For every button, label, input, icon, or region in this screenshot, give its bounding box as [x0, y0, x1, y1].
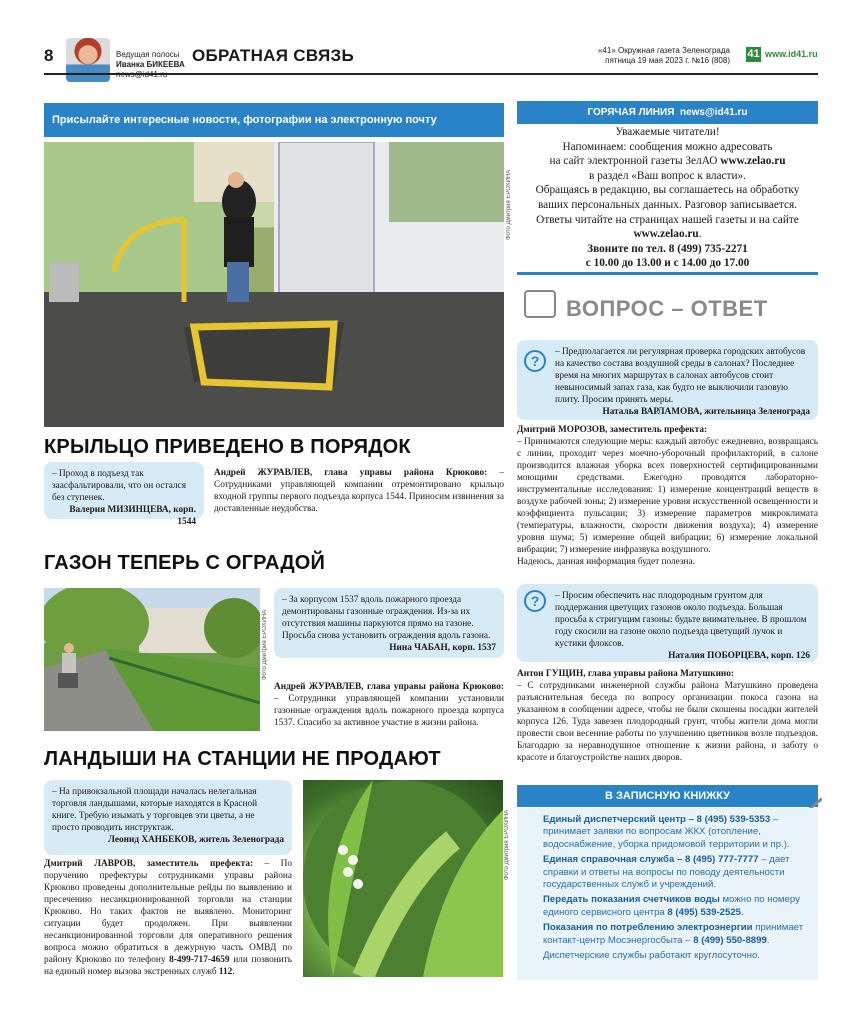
question-author: Наталия ПОБОРЦЕВА, корп. 126	[668, 651, 810, 661]
answer-person: Дмитрий МОРОЗОВ, заместитель префекта:	[517, 425, 708, 435]
qa-title: ВОПРОС – ОТВЕТ	[566, 296, 768, 321]
question-text: – Предполагается ли регулярная проверка городских автобусов на качество состава воздушной среды в салонах? Последнее время на многих маршрутах в салонах автобусов стоит невыносимый запах газа, как будто не выключили газовую плиту. Просим принять меры.	[555, 347, 806, 405]
hotline-hours: с 10.00 до 13.00 и с 14.00 до 17.00	[585, 257, 750, 270]
hotline-line: Обращаясь в редакцию, вы соглашаетесь на обработку	[535, 184, 800, 197]
editor-name: Иванка БИКЕЕВА	[116, 60, 185, 69]
story-title-lilies: ЛАНДЫШИ НА СТАНЦИИ НЕ ПРОДАЮТ	[44, 748, 441, 770]
answer-person: Антон ГУЩИН, глава управы района Матушкино:	[517, 669, 735, 679]
lawn-illustration	[44, 588, 260, 731]
answer-text: – По поручению префектуры сотрудниками управы района Крюково проведены дополнительные рейды по выявлению и пресечению несанкционированной торговли на станции Крюково. Но таких фактов не выявлено. Мониторинг ситуации будет продолжен. При выявлении несанкционированной торговли для оперативного решения вопроса можно обратиться в дежурную часть ОМВД по району Крюково по телефону	[44, 859, 292, 965]
page-number: 8	[44, 46, 54, 65]
paper-issue: пятница 19 мая 2023 г. №16 (808)	[605, 56, 730, 65]
lilies-photo	[303, 780, 503, 977]
question-author: Нина ЧАБАН, корп. 1537	[389, 643, 496, 653]
paper-info	[560, 46, 730, 66]
question-text: – Проход в подъезд так заасфальтировали, что он остался без ступенек.	[52, 469, 186, 503]
official-answer-soil	[517, 668, 818, 764]
answer-person: Андрей ЖУРАВЛЕВ, глава управы района Крюково:	[274, 682, 504, 692]
speech-bubble-icon	[524, 290, 556, 318]
emergency-number: 112	[218, 967, 233, 977]
official-answer-lilies	[44, 858, 292, 978]
question-text: – На привокзальной площади началась нелегальная торговля ландышами, которые находятся в Красной книге. Требую изымать у торговцев эти цветы, а не просто проводить инструктаж.	[52, 787, 258, 833]
header-divider	[44, 73, 818, 75]
question-text: – Просим обеспечить нас плодородным грунтом для поддержания цветущих газонов около подъезда. Большая просьба к стригущим газоны: будьте внимательнее. В прошлом году скосили на газоне около подъезда цветущий лучок и кустики флоксов.	[555, 591, 807, 649]
question-author: Наталья ВАРЛАМОВА, жительница Зеленограда	[602, 407, 810, 417]
notebook-item: Диспетчерские службы работают круглосуточно.	[543, 950, 760, 962]
reader-question-porch	[44, 462, 204, 527]
submit-news-banner: Присылайте интересные новости, фотографии на электронную почту	[44, 103, 504, 137]
reader-question-lilies	[44, 780, 292, 855]
official-answer-bus	[517, 424, 818, 568]
notebook-item: Передать показания счетчиков воды можно по номеру единого сервисного центра 8 (495) 539-2525.	[543, 894, 800, 918]
hotline-line: Ответы читайте на страницах нашей газеты и на сайте	[536, 213, 799, 226]
hotline-line: Напоминаем: сообщения можно адресовать	[562, 140, 773, 153]
answer-text: – Сотрудниками управляющей компании отремонтировано крыльцо входной группы первого подъезда корпуса 1544. Приносим извинения за доставленные неудобства.	[214, 468, 504, 514]
hotline-phone: Звоните по тел. 8 (499) 735-2271	[587, 242, 748, 255]
answer-person: Дмитрий ЛАВРОВ, заместитель префекта:	[44, 859, 254, 869]
question-author: Леонид ХАНБЕКОВ, житель Зеленограда	[108, 835, 284, 845]
official-answer-lawn	[274, 681, 504, 729]
hotline-line: www.zelao.ru.	[633, 228, 702, 241]
question-icon: ?	[524, 590, 546, 612]
answer-text: – Сотрудники управляющей компании установили газонные ограждения вдоль пожарного проезда корпуса 1537. Спасибо за активное участие в жизни района.	[274, 694, 504, 728]
editor-email[interactable]	[116, 70, 185, 80]
paper-title: «41» Окружная газета Зеленограда	[597, 46, 730, 55]
hotline-header	[517, 101, 818, 124]
editor-avatar	[66, 38, 110, 82]
lilies-illustration	[303, 780, 503, 977]
photo-credit-lilies: Фото Дмитрия ЕРОХИНА	[504, 809, 510, 880]
reader-question-bus	[517, 340, 818, 420]
notebook-item: Единый диспетчерский центр – 8 (495) 539-5353 – принимает заявки по вопросам ЖКХ (отопление, водоснабжение, уборка придомовой территории и пр.).	[543, 814, 790, 850]
photo-credit-lawn: Фото Дмитрия ЕРОХИНА	[262, 609, 268, 680]
official-answer-porch	[214, 467, 504, 515]
hotline-line: ваших персональных данных. Разговор записывается.	[537, 198, 798, 211]
zelao-link[interactable]: www.zelao.ru	[720, 155, 786, 168]
answer-end: Надеюсь, данная информация будет полезна.	[517, 557, 695, 567]
lawn-photo	[44, 588, 260, 731]
zelao-link[interactable]: www.zelao.ru	[633, 228, 699, 241]
answer-text: – Принимаются следующие меры: каждый автобус ежедневно, возвращаясь с линии, проходит через моечно-уборочный профилакторий, в салоне производится влажная уборка всех поверхностей сертифицированными моющими средствами. Ежегодно проводятся лабораторно-инструментальные исследования: 1) измерение концентраций веществ в воздухе рабочей зоны; 2) измерение уровня искусственной освещенности и коэффициента пульсации; 3) измерение параметров микроклимата (температуры, влажности, скорости движения воздуха); 4) измерение уровня шума; 5) измерение общей вибрации; 6) измерение локальной вибрации; 7) измерение инфразвука воздушного.	[517, 437, 818, 555]
reader-question-soil	[517, 584, 818, 662]
hotline-line: на сайт электронной газеты ЗелАО www.zelao.ru	[549, 155, 786, 168]
question-text: – За корпусом 1537 вдоль пожарного проезда демонтированы газонные ограждения. Из-за их отсутствия машины паркуются прямо на газоне. Просьба снова установить ограждения вдоль газона.	[282, 595, 491, 641]
answer-end: .	[232, 967, 235, 977]
section-title: ОБРАТНАЯ СВЯЗЬ	[192, 46, 355, 65]
porch-illustration	[44, 142, 504, 427]
reader-question-lawn	[274, 588, 504, 658]
hotline-label: ГОРЯЧАЯ ЛИНИЯ	[587, 107, 675, 118]
editor-info	[116, 50, 185, 80]
answer-text-2: или позвонить на единый номер вызова экстренных служб	[44, 955, 292, 977]
hotline-line: в раздел «Ваш вопрос к власти».	[588, 169, 746, 182]
notebook-header: В ЗАПИСНУЮ КНИЖКУ	[517, 785, 818, 807]
hotline-email[interactable]: news@id41.ru	[679, 107, 748, 118]
notebook-item: Единая справочная служба – 8 (495) 777-7777 – дает справки и ответы на вопросы по поводу деятельности государственных служб и учреждений.	[543, 854, 790, 891]
notebook-item: Показания по потреблению электроэнергии принимает контакт-центр Мосэнергосбыта – 8 (499) 550-8899.	[543, 922, 804, 946]
logo-icon: 41	[747, 48, 760, 60]
porch-photo	[44, 142, 504, 427]
question-icon: ?	[524, 350, 546, 372]
story-title-porch: КРЫЛЬЦО ПРИВЕДЕНО В ПОРЯДОК	[44, 436, 411, 458]
answer-person: Андрей ЖУРАВЛЕВ, глава управы района Крюково:	[214, 468, 488, 478]
omvd-phone: 8-499-717-4659	[169, 955, 230, 965]
notebook-body	[517, 808, 818, 980]
site-link[interactable]: www.id41.ru	[765, 49, 818, 59]
photo-credit-porch: Фото Дмитрия ЕРОХИНА	[506, 169, 512, 240]
question-author: Валерия МИЗИНЦЕВА, корп. 1544	[69, 505, 196, 527]
hotline-body	[517, 125, 818, 271]
hotline-divider	[517, 272, 818, 275]
editor-role: Ведущая полосы	[116, 50, 180, 59]
story-title-lawn: ГАЗОН ТЕПЕРЬ С ОГРАДОЙ	[44, 552, 326, 574]
hotline-greeting: Уважаемые читатели!	[615, 126, 720, 138]
answer-text: – С сотрудниками инженерной службы района Матушкино проведена разъяснительная беседа по вопросу организации покоса газона на указанном в сообщении адресе, чтобы не были скошены посадки жителей корпуса 126. Туда завезен плодородный грунт, чтобы жители дома могли провести свои весенние работы по улучшению цветников возле подъездов. Благодарю за неравнодушное отношение к жизни района, и заботу о красоте и благоустройстве наших дворов.	[517, 681, 818, 763]
